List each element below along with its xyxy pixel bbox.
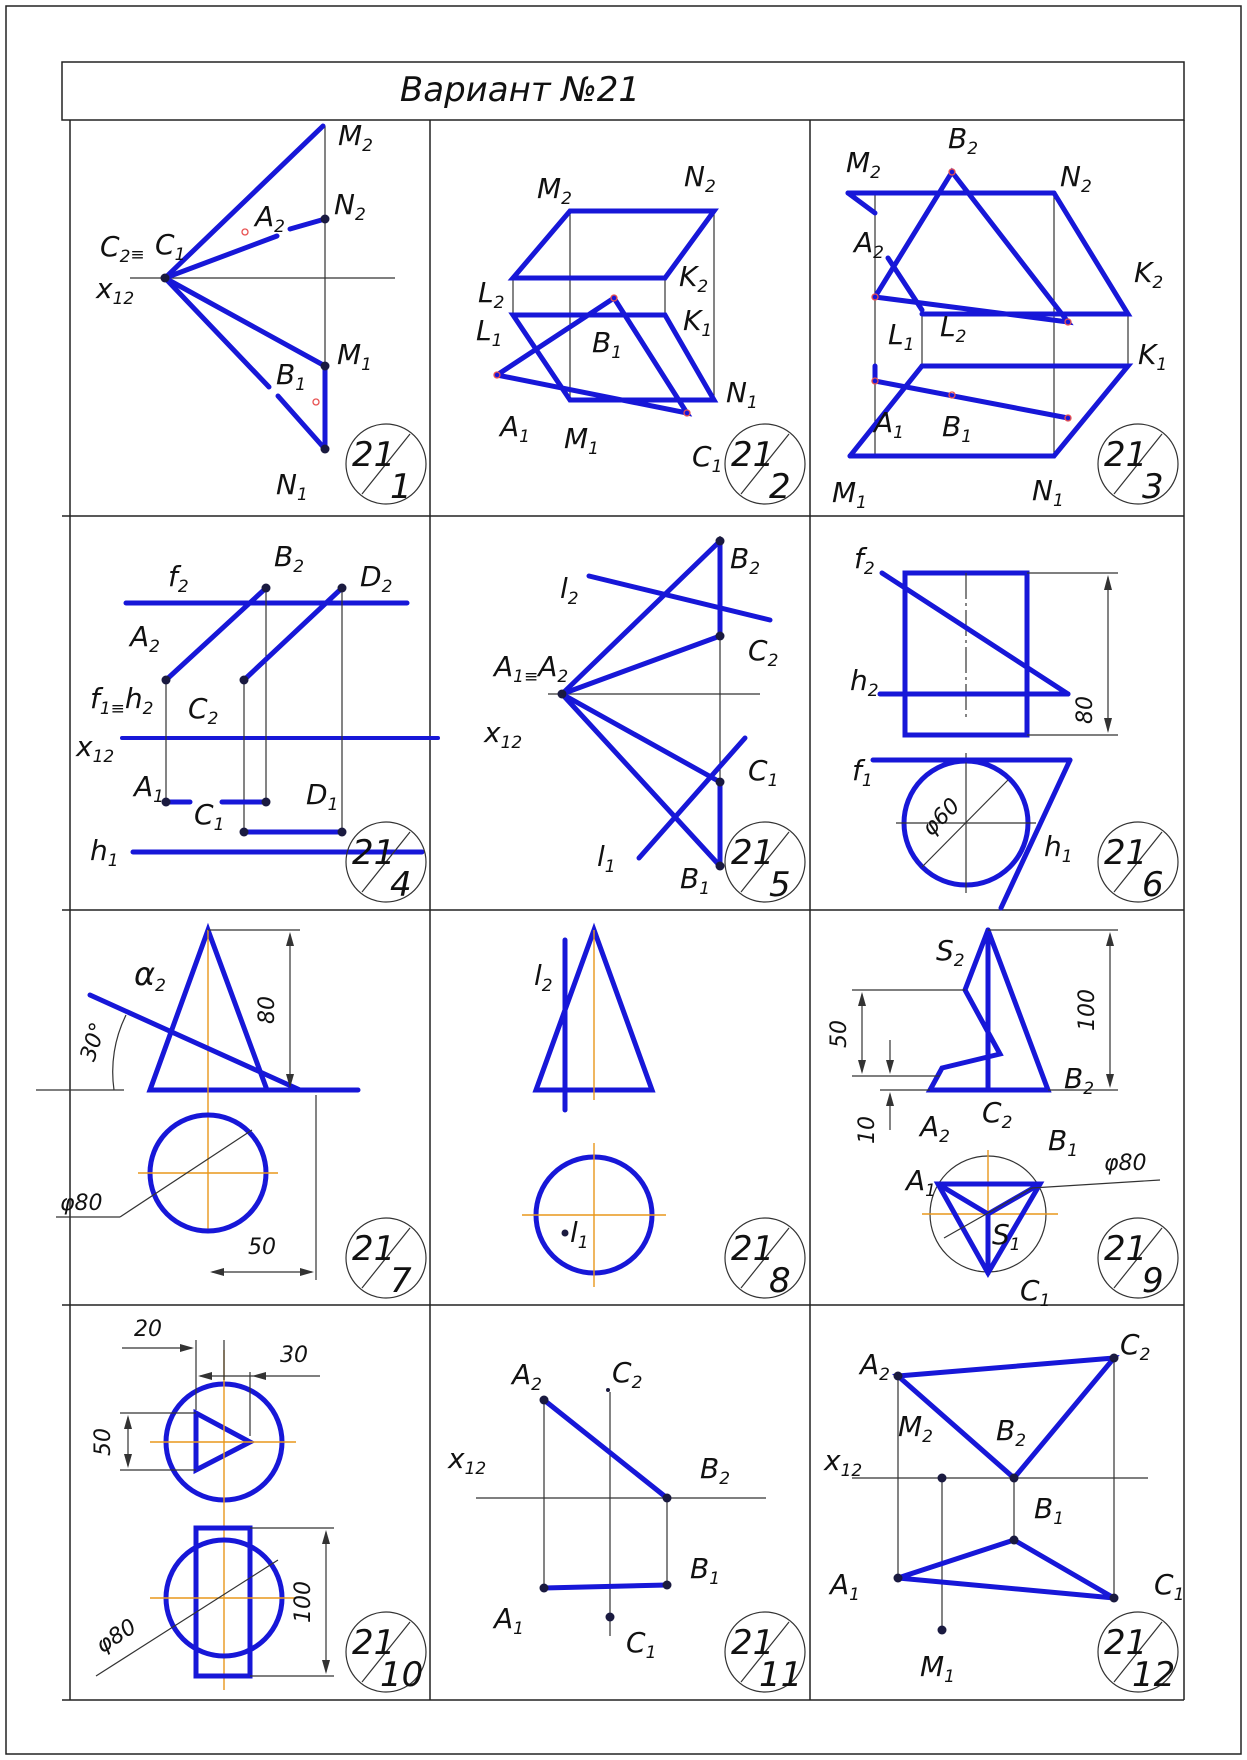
task-subnumber: 8 (769, 1261, 791, 1301)
point-m1 (938, 1626, 947, 1635)
label-c2: $C_2\equiv$ (100, 230, 145, 267)
label-m1: $M_1$ (832, 476, 867, 513)
label-l1: $L_1$ (476, 314, 503, 351)
task-subnumber: 2 (769, 467, 791, 507)
task-number: 21 (352, 1623, 396, 1663)
label-a2: $A_2$ (512, 1358, 542, 1395)
segment-c1-b1 (165, 278, 269, 387)
task-11 (447, 1356, 805, 1695)
label-b2: $B_2$ (1064, 1062, 1095, 1099)
label-a1: $A_1$ (500, 410, 530, 447)
task-subnumber: 1 (390, 467, 412, 507)
task-8 (522, 930, 805, 1301)
segment-a2-b2 (544, 1400, 667, 1498)
label-n1: $N_1$ (276, 468, 308, 505)
label-b1: $B_1$ (1048, 1124, 1079, 1161)
label-n2: $N_2$ (1060, 160, 1092, 197)
point-l1 (562, 1230, 569, 1237)
point-n1 (321, 445, 330, 454)
dim-50: 50 (91, 1428, 116, 1456)
task-subnumber: 3 (1142, 467, 1164, 507)
task-number: 21 (352, 435, 396, 475)
label-a2: $A_2$ (255, 200, 285, 237)
dim-phi80: φ80 (60, 1191, 103, 1216)
label-a1-a2: $A_{1\equiv}A_2$ (494, 650, 569, 687)
segment-a1-c1 (562, 694, 720, 782)
task-3 (832, 122, 1178, 513)
label-l2: $l_2$ (534, 959, 553, 996)
segment-a1-b1 (544, 1585, 667, 1588)
task-number: 21 (352, 833, 396, 873)
label-a2: $A_2$ (130, 620, 160, 657)
task-4 (75, 540, 438, 905)
label-b2: $B_2$ (274, 540, 305, 577)
task-2 (476, 160, 805, 507)
label-b2: $B_2$ (700, 1452, 731, 1489)
task-subnumber: 4 (390, 865, 412, 905)
label-f1: $f_1$ (852, 754, 873, 791)
task-subnumber: 5 (769, 865, 791, 905)
dim-arc-30 (113, 1015, 126, 1090)
point-m2 (938, 1474, 947, 1483)
label-l1: $l_1$ (597, 840, 616, 877)
task-number: 21 (1104, 1229, 1148, 1269)
task-number: 21 (731, 435, 775, 475)
dim-30deg: 30° (75, 1019, 112, 1065)
label-m2: $M_2$ (898, 1410, 933, 1447)
line-n2-k2-l2 (922, 193, 1128, 314)
task-9 (827, 930, 1178, 1311)
label-c1: $C_1$ (626, 1626, 657, 1663)
label-l2: $L_2$ (940, 310, 967, 347)
label-x12: $x_{12}$ (484, 716, 523, 753)
label-c1: $C_1$ (1020, 1274, 1051, 1311)
label-k1: $K_1$ (683, 304, 713, 341)
label-m1: $M_1$ (920, 1650, 955, 1687)
label-m1: $M_1$ (337, 338, 372, 375)
dim-phi80: φ80 (1104, 1151, 1147, 1176)
label-s2: $S_2$ (936, 934, 965, 971)
dim-50: 50 (248, 1235, 276, 1260)
task-number: 21 (731, 1623, 775, 1663)
point-n2 (321, 215, 330, 224)
label-x12: $x_{12}$ (76, 730, 115, 767)
label-b1: $B_1$ (942, 410, 973, 447)
dim-100: 100 (1075, 989, 1100, 1031)
task-12 (823, 1328, 1184, 1695)
dim-80: 80 (255, 996, 280, 1024)
label-b1: $B_1$ (592, 326, 623, 363)
label-a1: $A_1$ (134, 770, 164, 807)
label-m2: $M_2$ (338, 119, 373, 156)
label-c2: $C_2$ (1120, 1328, 1151, 1365)
label-c1: $C_1$ (155, 228, 186, 265)
label-k1: $K_1$ (1138, 338, 1168, 375)
task-5 (483, 536, 805, 905)
task-number: 21 (731, 833, 775, 873)
segment-c2-m2 (165, 126, 323, 278)
label-c2: $C_2$ (982, 1096, 1013, 1133)
label-a1: $A_1$ (830, 1568, 860, 1605)
label-a2: $A_2$ (920, 1110, 950, 1147)
label-c1: $C_1$ (748, 754, 779, 791)
task-number: 21 (352, 1229, 396, 1269)
label-c1: $C_1$ (194, 798, 225, 835)
line-a1-b1 (875, 381, 1068, 418)
label-b1: $B_1$ (276, 358, 307, 395)
label-h1: $h_1$ (90, 834, 119, 871)
label-x12: $x_{12}$ (96, 272, 135, 309)
label-n1: $N_1$ (1032, 474, 1064, 511)
task-number: 21 (1104, 435, 1148, 475)
task-subnumber: 11 (759, 1655, 803, 1695)
task-1 (95, 119, 426, 507)
label-a2: $A_2$ (860, 1348, 890, 1385)
task-6 (850, 542, 1178, 908)
task-number: 21 (1104, 1623, 1148, 1663)
dim-phi80: φ80 (91, 1614, 142, 1659)
label-h2: $h_2$ (850, 664, 879, 701)
label-d1: $D_1$ (306, 778, 339, 815)
label-l2: $L_2$ (478, 276, 505, 313)
label-f1-h2: $f_{1\equiv}h_2$ (90, 682, 154, 719)
point-a2-mark (242, 229, 248, 235)
label-c1: $C_1$ (692, 440, 723, 477)
task-number: 21 (1104, 833, 1148, 873)
task-subnumber: 9 (1142, 1261, 1164, 1301)
label-alpha2: α2 (134, 955, 166, 996)
label-a2: $A_2$ (854, 226, 884, 263)
task-number: 21 (731, 1229, 775, 1269)
segment-a1-b1 (562, 694, 720, 866)
label-s1: $S_1$ (992, 1218, 1021, 1255)
label-c2: $C_2$ (612, 1356, 643, 1393)
label-a1: $A_1$ (494, 1602, 524, 1639)
label-b1: $B_1$ (1034, 1492, 1065, 1529)
label-h1: $h_1$ (1044, 830, 1073, 867)
label-c2: $C_2$ (188, 692, 219, 729)
label-a1: $A_1$ (874, 406, 904, 443)
label-x12: $x_{12}$ (824, 1444, 863, 1481)
task-subnumber: 7 (390, 1261, 412, 1301)
label-f2: $f_2$ (168, 560, 189, 597)
label-c2: $C_2$ (748, 634, 779, 671)
dim-100: 100 (291, 1581, 316, 1623)
task-subnumber: 10 (380, 1655, 424, 1695)
label-a1: $A_1$ (906, 1164, 936, 1201)
label-d2: $D_2$ (360, 560, 393, 597)
dim-50: 50 (827, 1020, 852, 1048)
label-b2: $B_2$ (996, 1414, 1027, 1451)
triangle-abc-top (898, 1540, 1114, 1598)
label-b1: $B_1$ (680, 862, 711, 899)
label-m2: $M_2$ (846, 146, 881, 183)
label-b2: $B_2$ (948, 122, 979, 159)
dim-phi60: φ60 (917, 793, 966, 842)
label-x12: $x_{12}$ (448, 1442, 487, 1479)
label-l2: $l_2$ (560, 572, 579, 609)
point-b1-mark (313, 399, 319, 405)
label-k2: $K_2$ (679, 260, 709, 297)
task-7 (36, 930, 426, 1301)
label-m2: $M_2$ (537, 172, 572, 209)
task-subnumber: 12 (1132, 1655, 1176, 1695)
dim-10: 10 (855, 1116, 880, 1144)
dim-80: 80 (1073, 696, 1098, 724)
point-m1 (321, 362, 330, 371)
dim-20: 20 (134, 1317, 162, 1342)
dim-30: 30 (280, 1343, 308, 1368)
label-b1: $B_1$ (690, 1552, 721, 1589)
label-c1: $C_1$ (1154, 1568, 1185, 1605)
label-f2: $f_2$ (854, 542, 875, 579)
task-10 (91, 1317, 426, 1695)
segment-a2-c2 (562, 636, 720, 694)
task-subnumber: 6 (1142, 865, 1164, 905)
label-n1: $N_1$ (726, 376, 758, 413)
segment-a2-n2 (290, 219, 325, 229)
label-l1: $L_1$ (888, 318, 915, 355)
label-b2: $B_2$ (730, 542, 761, 579)
segment-c1-m1 (165, 278, 325, 366)
label-n2: $N_2$ (684, 160, 716, 197)
segment-a2-b2 (562, 541, 720, 694)
line-f2 (882, 573, 1068, 694)
label-l1: $l_1$ (570, 1216, 589, 1253)
point-c (161, 274, 170, 283)
sheet-title: Вариант №21 (399, 70, 641, 110)
label-n2: $N_2$ (334, 188, 366, 225)
label-m1: $M_1$ (564, 422, 599, 459)
label-k2: $K_2$ (1134, 256, 1164, 293)
